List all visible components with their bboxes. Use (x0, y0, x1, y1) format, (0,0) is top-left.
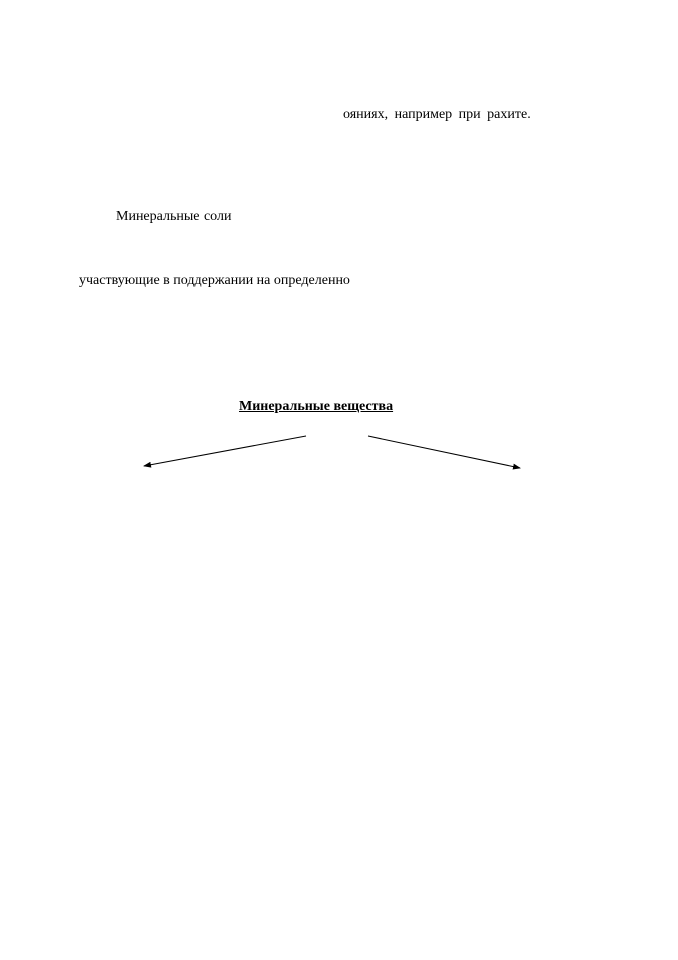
diagram-heading: Минеральные вещества (239, 399, 394, 414)
text-fragment: ояниях, например при рахите. (343, 107, 531, 122)
text-fragment: Минеральные соли (116, 209, 232, 224)
text-fragment: участвующие в поддержании на определенно (79, 273, 350, 288)
left-arrow (144, 436, 306, 466)
right-arrow (368, 436, 520, 468)
